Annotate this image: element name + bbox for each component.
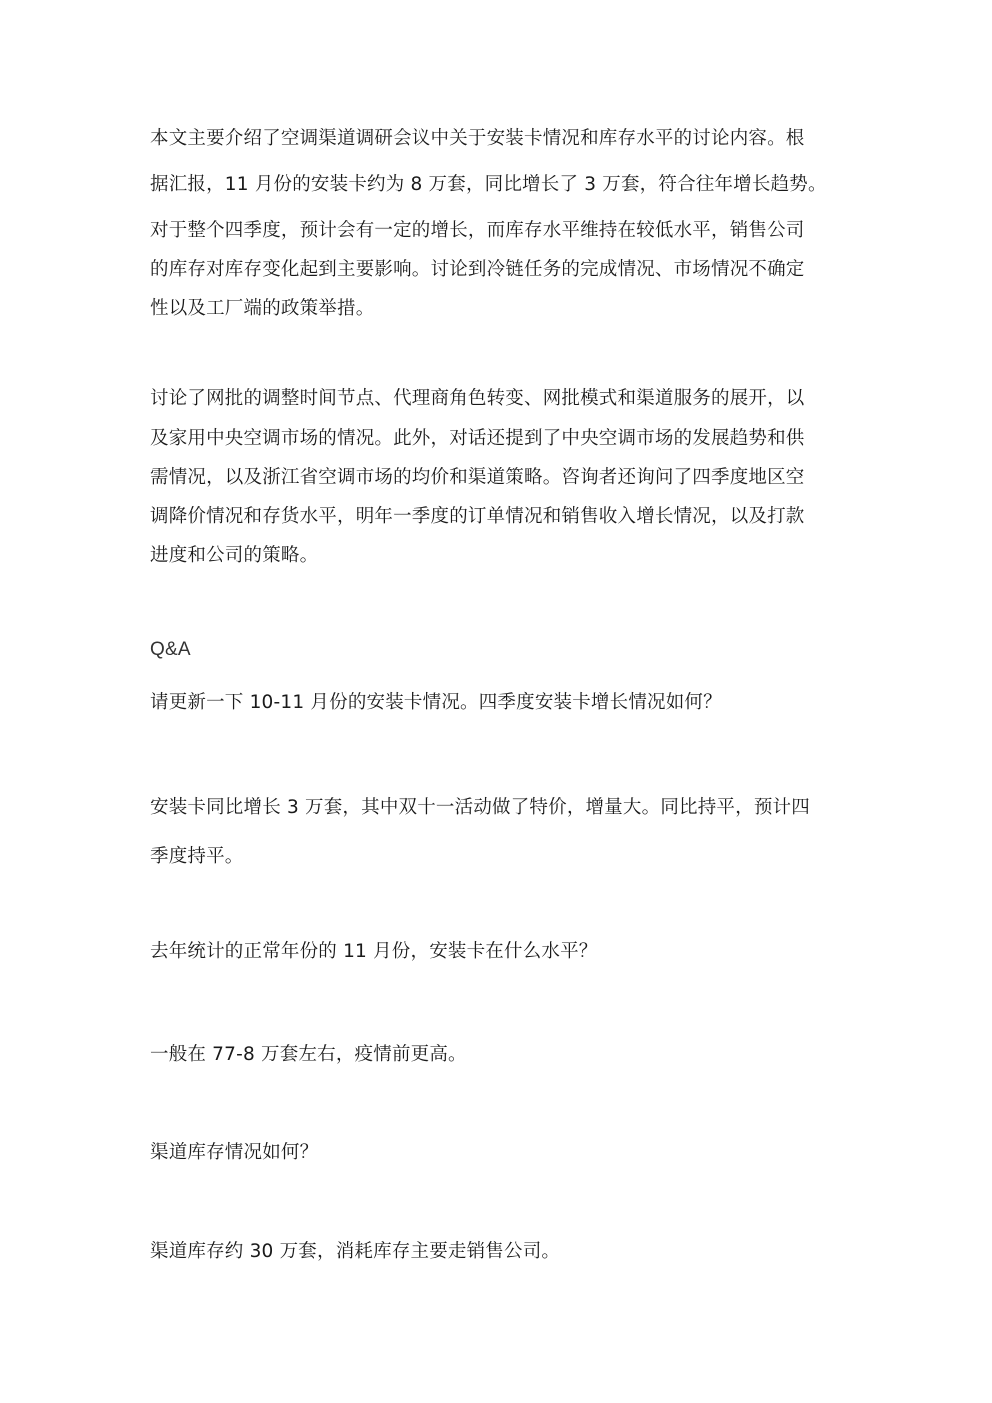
discussion-line: 进度和公司的策略。 — [150, 545, 319, 566]
summary-line: 对于整个四季度，预计会有一定的增长，而库存水平维持在较低水平，销售公司 — [150, 220, 805, 241]
answer-1-line: 季度持平。 — [150, 846, 244, 867]
question-2: 去年统计的正常年份的 11 月份，安装卡在什么水平？ — [150, 941, 598, 962]
discussion-line: 及家用中央空调市场的情况。此外，对话还提到了中央空调市场的发展趋势和供 — [150, 428, 805, 449]
answer-1-line: 安装卡同比增长 3 万套，其中双十一活动做了特价，增量大。同比持平，预计四 — [150, 797, 810, 818]
answer-3: 渠道库存约 30 万套，消耗库存主要走销售公司。 — [150, 1241, 561, 1262]
question-3: 渠道库存情况如何？ — [150, 1142, 319, 1163]
summary-line: 性以及工厂端的政策举措。 — [150, 298, 375, 319]
answer-2: 一般在 77-8 万套左右，疫情前更高。 — [150, 1044, 467, 1065]
summary-line: 的库存对库存变化起到主要影响。讨论到冷链任务的完成情况、市场情况不确定 — [150, 259, 805, 280]
qa-heading: Q&A — [150, 639, 191, 660]
discussion-line: 讨论了网批的调整时间节点、代理商角色转变、网批模式和渠道服务的展开，以 — [150, 388, 805, 409]
discussion-line: 调降价情况和存货水平，明年一季度的订单情况和销售收入增长情况，以及打款 — [150, 506, 805, 527]
summary-line: 据汇报，11 月份的安装卡约为 8 万套，同比增长了 3 万套，符合往年增长趋势。 — [150, 174, 827, 195]
summary-line: 本文主要介绍了空调渠道调研会议中关于安装卡情况和库存水平的讨论内容。根 — [150, 128, 805, 149]
question-1: 请更新一下 10-11 月份的安装卡情况。四季度安装卡增长情况如何？ — [150, 692, 722, 713]
discussion-line: 需情况，以及浙江省空调市场的均价和渠道策略。咨询者还询问了四季度地区空 — [150, 467, 805, 488]
